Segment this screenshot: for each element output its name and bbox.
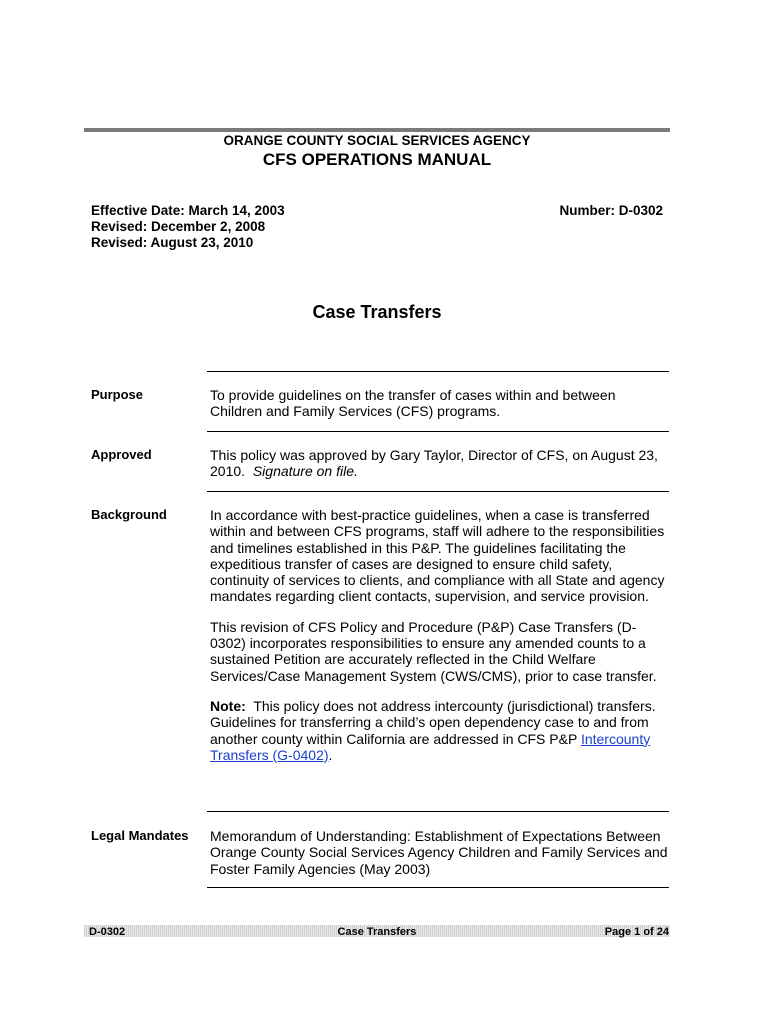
note-paragraph — [210, 698, 670, 763]
background-paragraph-2: This revision of CFS Policy and Procedure (P&P) Case Transfers (D-0302) incorporates responsibilities to ensure any amended counts to a sustained Petition are accurately reflected in the Child Welfare Services/Case Management System (CWS/CMS), prior to case transfer. — [210, 618, 657, 684]
background-text — [210, 507, 670, 763]
note-label: Note: — [210, 697, 246, 714]
section-divider — [207, 811, 669, 812]
legal-mandates-text — [210, 828, 670, 877]
legal-mandates-label: Legal Mandates — [91, 828, 189, 843]
background-paragraph-1: In accordance with best-practice guidelines, when a case is transferred within and between CFS programs, staff will adhere to the responsibilities and timelines established in this P&P. The guidelines facilitating the expeditious transfer of cases are designed to ensure child safety, continuity of services to clients, and compliance with all State and agency mandates regarding client contacts, supervision, and service provision. — [210, 507, 665, 605]
document-title: Case Transfers — [312, 302, 442, 322]
approved-statement: This policy was approved by Gary Taylor, Director of CFS, on August 23, 2010. — [210, 447, 658, 480]
purpose-text — [210, 387, 670, 420]
approved-text — [210, 447, 670, 480]
revised-date-1: Revised: December 2, 2008 — [91, 219, 266, 234]
footer-page-number: Page 1 of 24 — [604, 926, 669, 938]
purpose-label: Purpose — [91, 387, 144, 402]
intercounty-transfers-link[interactable]: Intercounty Transfers (G-0402) — [210, 730, 651, 763]
section-divider — [207, 371, 669, 372]
section-divider — [207, 887, 669, 888]
signature-note: Signature on file. — [252, 463, 358, 480]
section-divider — [207, 431, 669, 432]
footer-title: Case Transfers — [337, 926, 417, 938]
section-divider — [207, 491, 669, 492]
policy-number: Number: D-0302 — [559, 203, 663, 218]
note-text: This policy does not address intercounty (jurisdictional) transfers. Guidelines for transferring a child’s open dependency case to and from another county within California are addressed in CFS P&P — [210, 697, 656, 747]
effective-date: Effective Date: March 14, 2003 — [91, 203, 285, 218]
background-label: Background — [91, 507, 167, 522]
footer-doc-number: D-0302 — [89, 926, 126, 938]
agency-name: ORANGE COUNTY SOCIAL SERVICES AGENCY — [223, 133, 531, 148]
header-rule — [84, 128, 670, 132]
approved-label: Approved — [91, 447, 152, 462]
purpose-paragraph: To provide guidelines on the transfer of cases within and between Children and Family Services (CFS) programs. — [210, 387, 616, 420]
note-end: . — [328, 746, 333, 763]
legal-mandates-paragraph: Memorandum of Understanding: Establishment of Expectations Between Orange County Social Services Agency Children and Family Services and Foster Family Agencies (May 2003) — [210, 828, 668, 877]
manual-title: CFS OPERATIONS MANUAL — [262, 150, 492, 169]
revised-date-2: Revised: August 23, 2010 — [91, 235, 254, 250]
